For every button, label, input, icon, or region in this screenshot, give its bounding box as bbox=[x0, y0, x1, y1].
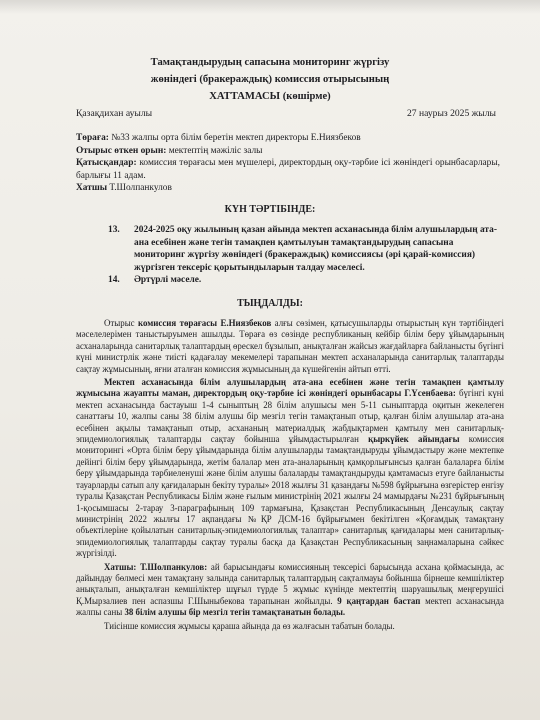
p1-speaker: комиссия төрағасы Е.Ниязбеков bbox=[137, 318, 272, 328]
meeting-place: Қазақдихан ауылы bbox=[76, 108, 153, 119]
meeting-date: 27 наурыз 2025 жылы bbox=[406, 108, 496, 119]
p2-speaker: Мектеп асханасында білім алушылардың ата-ана есебінен және тегін тамақпен қамтылу жұмысына жауапты маман, директордың оқу-тәрбие ісі жөніндегі орынбасары Г.Үсенбаева: bbox=[76, 377, 504, 399]
secretary-line bbox=[76, 182, 500, 195]
meeting-info bbox=[76, 132, 500, 195]
p2-emphasis: қыркүйек айындағы bbox=[368, 434, 460, 445]
title-line-2: жөніндегі (бракераждық) комиссия отырысының bbox=[150, 74, 390, 85]
location-value: мектептің мәжіліс залы bbox=[166, 145, 263, 156]
listened-heading: ТЫҢДАЛДЫ: bbox=[237, 298, 303, 309]
agenda-list bbox=[108, 224, 500, 287]
title-line-1: Тамақтандырудың сапасына мониторинг жүргізу bbox=[150, 57, 390, 68]
minutes-body bbox=[76, 318, 504, 634]
location-label: Отырыс өткен орын: bbox=[76, 145, 167, 156]
p2-text-2: комиссия мониторингі «Орта білім беру ұйымдарында білім алушыларды тамақтандыруды ұйымдастыру және мектепке дейінгі білім беру ұйымдарында, жетім балалар мен ата-аналарының қамқорлығынсыз қалған балаларға білім беру ұйымдарында тәрбиеленуші және білім алушы балаларды тамақтандыруды қамтамасыз етуге байланысты тауарларды сатып алу қағидаларын бекіту туралы» 2018 жылғы 31 қазандағы №598 бұйрығына өзгерістер енгізу туралы Қазақстан Республикасы Білім және ғылым министрінің 2021 жылғы 24 мамырдағы №231 бұйрығының 1-қосымшасы 2-тарау 3-параграфының 109 тармағына, Қазақстан Республикасының Денсаулық сақтау министрінің 2022 жылғы 17 ақпандағы №ҚР ДСМ-16 бұйрығымен бекітілген «Қоғамдық тамақтану объектілеріне қойылатын санитарлық-эпидемиологиялық талаптар» санитарлық қағидалары мен санитарлық-эпидемиологиялық талаптарды сақтау туралы басқа да Қазақстан Республикасының заңнамаларына сәйкес жүргізілді. bbox=[76, 434, 504, 559]
p3-emphasis-1: 9 қаңтардан бастап bbox=[337, 595, 421, 606]
agenda-item bbox=[108, 224, 500, 274]
chair-line bbox=[76, 132, 500, 145]
agenda-item bbox=[108, 274, 500, 287]
paragraph-closing: Тиісінше комиссия жұмысы қараша айында да өз жалғасын табатын болады. bbox=[104, 620, 395, 631]
agenda-item-text: Әртүрлі мәселе. bbox=[134, 275, 202, 286]
p1-intro: Отырыс bbox=[104, 318, 138, 328]
p3-text-2: мектеп асханасында жалпы саны bbox=[76, 595, 504, 618]
secretary-label: Хатшы bbox=[76, 183, 108, 194]
page-shadow bbox=[0, 0, 540, 14]
p1-text: алғы сөзімен, қатысушыларды отырыстың күн тәртібіндегі мәселелерімен таныстыруымен ашылды. Төраға өз сөзінде республиканың кейбір білім беру ұйымдарының асханаларында санитарлық талаптардың өрескел бұзылып, анықталған жайсыз жағдайларға байланысты бүгінгі күні министрлік және тиісті қадағалау мекемелері тарапынан мектеп асханаларында санитарлық талаптарды сақтау жұмысының, яғни аталған комиссия жұмысының да күшейгенін айтып өтті. bbox=[76, 318, 504, 374]
secretary-value: Т.Шолпанкулов bbox=[107, 183, 172, 194]
p3-speaker: Хатшы: Т.Шолпанкулов: bbox=[104, 561, 208, 572]
paragraph-chair-opening bbox=[76, 318, 504, 375]
agenda-item-text: 2024-2025 оқу жылының қазан айында мектеп асханасында білім алушылардың ата-ана есебінен және тегін тамақпен қамтылуын тамақтандырудың сапасына мониторинг жүргізу жөніндегі (бракераждық) комиссиясы (әрі қарай-комиссия) жүргізген тексеріс қорытындыларын талдау мәселесі. bbox=[134, 225, 497, 273]
participants-value: комиссия төрағасы мен мүшелері, директордың оқу-тәрбие ісі жөніндегі орынбасарлары, барлығы 11 адам. bbox=[76, 158, 500, 181]
title-line-3: ХАТТАМАСЫ (көшірме) bbox=[209, 91, 331, 102]
participants-label: Қатысқандар: bbox=[76, 158, 137, 169]
p2-text-1: бүгінгі күні мектеп асханасында бастауыш 1-4 сыныптың 28 білім алушысы мен 5-11 сыныптарда оқитын жекелеген санаттағы 10, жалпы саны 38 білім алушы бір мезгіл тегін тамақтанып отыр, қалған білім алушылар ата-ана есебінен ақылы тамақтанып отыр, асхананың материалдық жабдықтармен қамтылу мен санитарлық-эпидемиологиялық талаптарды сақтау бойынша ұйымдастырылған bbox=[76, 388, 504, 445]
paragraph-secretary-report bbox=[76, 562, 504, 619]
participants-line bbox=[76, 157, 500, 182]
agenda-heading: КҮН ТӘРТІБІНДЕ: bbox=[224, 204, 316, 215]
chair-label: Төраға: bbox=[76, 133, 109, 143]
p3-text-1: ай барысындағы комиссияның тексерісі барысында асхана қоймасында, ас дайындау бөлмесі мен тамақтану залында санитарлық талаптардың сақталмауы бойынша бірнеше кемшіліктер анықталып, анықталған кемшіліктер шұғыл түрде 5 жұмыс күнінде мектептің шаруашылық меңгерушісі Қ.Мырзалиев пен аспазшы Г.Шыныбекова тарапынан жойылды. bbox=[76, 561, 504, 606]
agenda-item-number: 13. bbox=[108, 225, 120, 235]
location-line bbox=[76, 145, 500, 158]
p3-emphasis-2: 38 білім алушы бір мезгіл тегін тамақтанатын болады. bbox=[124, 607, 346, 618]
chair-value: №33 жалпы орта білім беретін мектеп директоры Е.Ниязбеков bbox=[108, 133, 361, 143]
paragraph-usenbaeva-report bbox=[76, 377, 504, 560]
agenda-item-number: 14. bbox=[108, 275, 120, 286]
